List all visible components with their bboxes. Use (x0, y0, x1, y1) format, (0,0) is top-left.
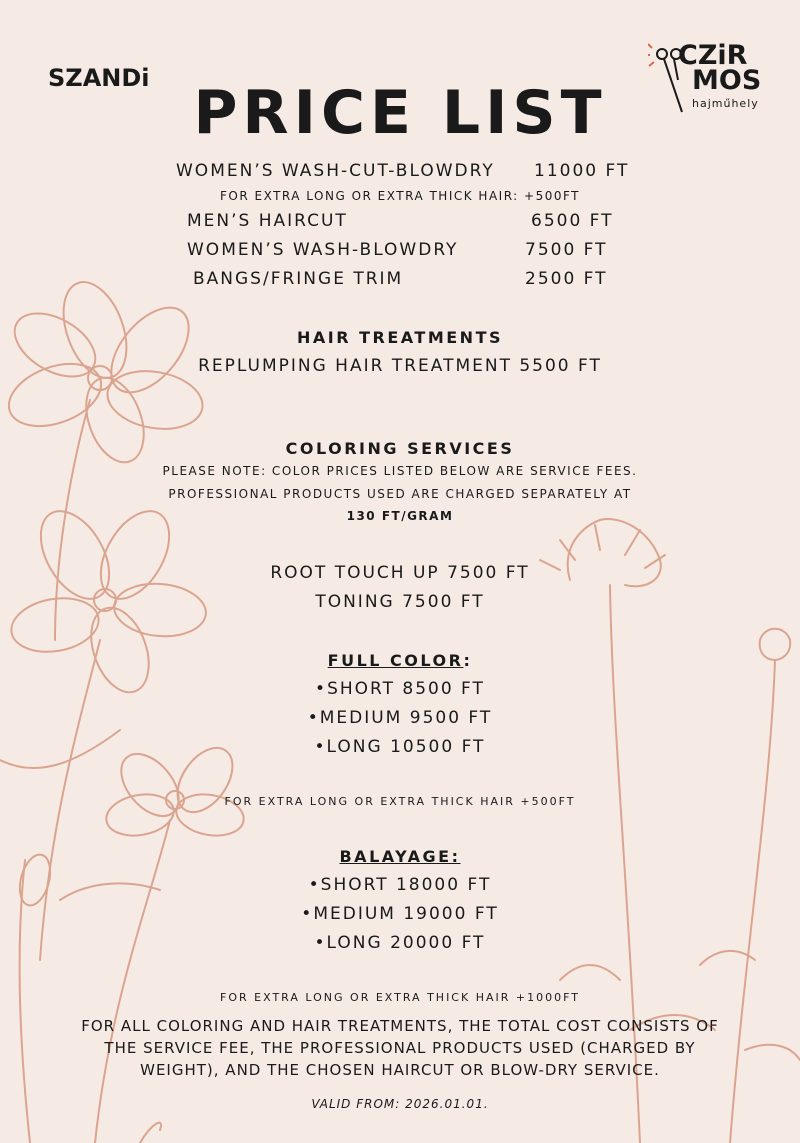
service-price: 6500 FT (531, 211, 614, 231)
logo-subtitle: hajműhely (692, 97, 759, 110)
service-name: WOMEN’S WASH-BLOWDRY (187, 240, 459, 260)
brand-name: SZANDi (48, 64, 150, 92)
coloring-note-price: 130 FT/GRAM (346, 509, 454, 523)
logo-line-1: CZiR (678, 40, 748, 71)
page-title: PRICE LIST (193, 78, 607, 148)
coloring-services-heading: COLORING SERVICES (285, 439, 515, 458)
treatment-item: REPLUMPING HAIR TREATMENT 5500 FT (198, 356, 602, 376)
service-price: 2500 FT (525, 269, 608, 289)
full-color-heading-text: FULL COLOR (327, 651, 464, 670)
hair-treatments-heading: HAIR TREATMENTS (296, 328, 503, 347)
service-price: 11000 FT (534, 161, 630, 181)
full-color-item: •SHORT 8500 FT (315, 679, 485, 699)
toning-item: TONING 7500 FT (315, 592, 485, 612)
full-color-extra-note: FOR EXTRA LONG OR EXTRA THICK HAIR +500FT (224, 795, 576, 808)
balayage-item: •MEDIUM 19000 FT (301, 904, 499, 924)
balayage-item: •LONG 20000 FT (314, 933, 486, 953)
balayage-heading: BALAYAGE: (339, 847, 461, 866)
service-name: WOMEN’S WASH-CUT-BLOWDRY (176, 161, 495, 181)
valid-from: VALID FROM: 2026.01.01. (311, 1097, 489, 1111)
service-price: 7500 FT (525, 240, 608, 260)
logo-line-2: MOS (692, 65, 762, 96)
coloring-note-line: PROFESSIONAL PRODUCTS USED ARE CHARGED SEPARATELY AT (168, 487, 632, 501)
full-color-item: •MEDIUM 9500 FT (307, 708, 493, 728)
extra-hair-note: FOR EXTRA LONG OR EXTRA THICK HAIR: +500FT (219, 189, 581, 203)
root-touch-up-item: ROOT TOUCH UP 7500 FT (270, 563, 530, 583)
service-name: BANGS/FRINGE TRIM (193, 269, 404, 289)
service-name: MEN’S HAIRCUT (187, 211, 348, 231)
balayage-extra-note: FOR EXTRA LONG OR EXTRA THICK HAIR +1000FT (220, 991, 580, 1004)
full-color-item: •LONG 10500 FT (314, 737, 486, 757)
full-color-heading: FULL COLOR: (327, 651, 473, 670)
coloring-note-line: PLEASE NOTE: COLOR PRICES LISTED BELOW ARE SERVICE FEES. (162, 464, 638, 478)
closing-note: FOR ALL COLORING AND HAIR TREATMENTS, THE TOTAL COST CONSISTS OF THE SERVICE FEE, THE PROFESSIONAL PRODUCTS USED (CHARGED BY WEIGHT), AND THE CHOSEN HAIRCUT OR BLOW-DRY SERVICE. (81, 1017, 719, 1079)
balayage-item: •SHORT 18000 FT (308, 875, 492, 895)
